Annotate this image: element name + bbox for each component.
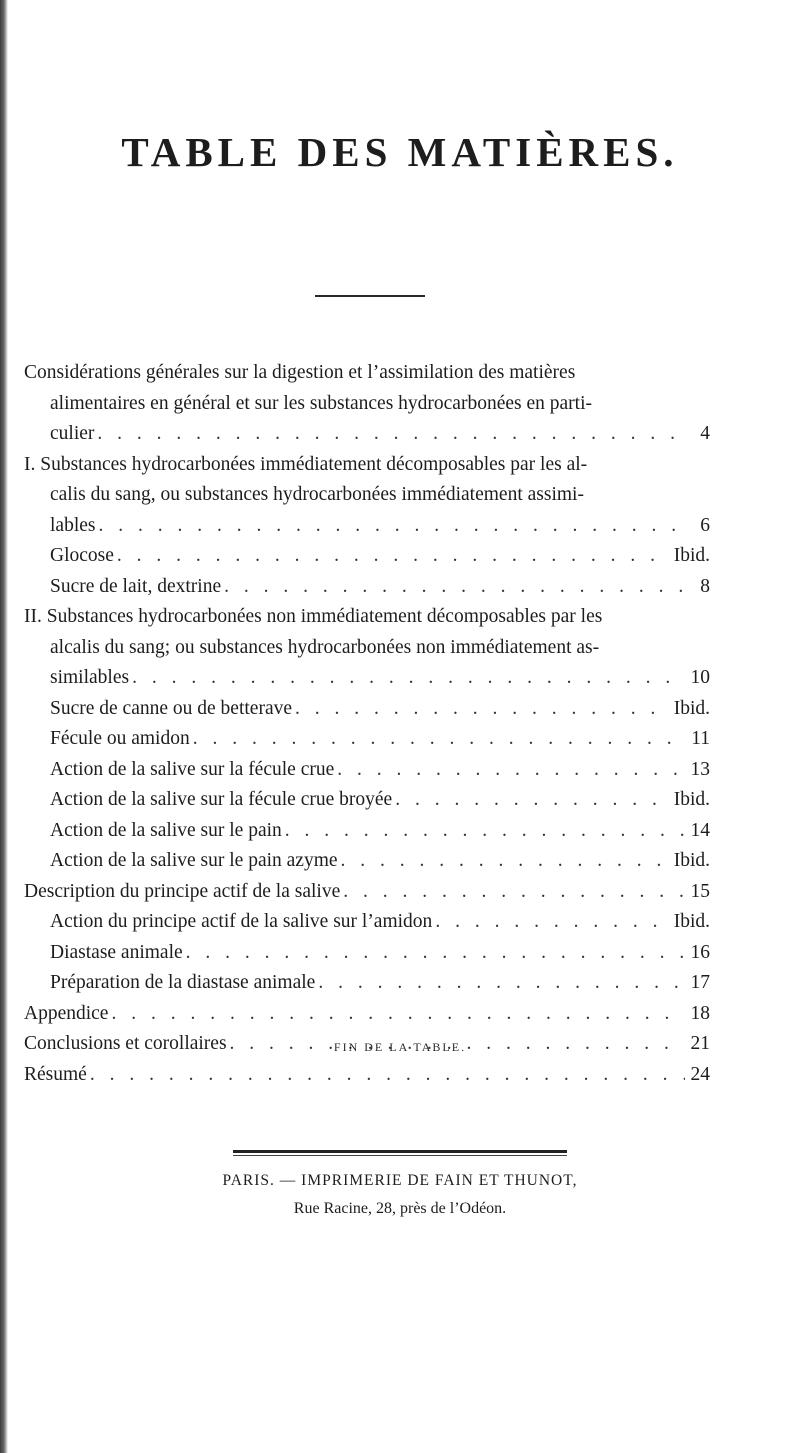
toc-page-number: Ibid.: [673, 697, 710, 719]
dot-leader: [98, 511, 685, 541]
toc-page-number: 15: [690, 880, 710, 902]
toc-page-number: 13: [690, 758, 710, 780]
toc-entry: [50, 816, 710, 846]
toc-page-number: 24: [690, 1063, 710, 1085]
toc-page-number: Ibid.: [673, 545, 710, 566]
toc-entry-title: Sucre de canne ou de betterave: [50, 697, 292, 719]
toc-entry: [50, 846, 710, 876]
dot-leader: [395, 785, 671, 815]
toc-entry: [50, 511, 710, 541]
dot-leader: [285, 816, 685, 846]
toc-page-number: 4: [700, 423, 710, 444]
dot-leader: [193, 724, 685, 754]
toc-entry: [24, 999, 710, 1029]
toc-entry-title: Diastase animale: [50, 941, 183, 963]
toc-page-number: Ibid.: [673, 850, 710, 871]
toc-entry-line: alcalis du sang; ou substances hydrocarbonées non immédiatement as-: [50, 636, 600, 658]
toc-entry-title: Glocose: [50, 545, 114, 566]
toc-entry-title: Appendice: [24, 1002, 109, 1024]
toc-page-number: 10: [690, 667, 710, 688]
page-title: TABLE DES MATIÈRES.: [121, 129, 679, 175]
toc-entry-title: Description du principe actif de la salive: [24, 880, 341, 902]
dot-leader: [90, 1060, 685, 1090]
toc-entry-title: similables: [50, 667, 130, 688]
imprint-divider: [233, 1150, 567, 1153]
dot-leader: [318, 968, 685, 998]
toc-page-number: Ibid.: [673, 789, 710, 810]
toc-entry: [50, 572, 710, 602]
toc-entry: [50, 663, 710, 693]
toc-entry-title: Fécule ou amidon: [50, 728, 190, 749]
toc-entry-line: calis du sang, ou substances hydrocarbonées immédiatement assimi-: [50, 484, 584, 505]
toc-entry-title: Conclusions et corollaires: [24, 1033, 227, 1054]
toc-entry-title: culier: [50, 423, 95, 444]
imprint-divider-thin: [233, 1155, 567, 1156]
toc-page-number: 21: [690, 1033, 710, 1054]
toc-page-number: 17: [690, 972, 710, 993]
toc-entry: [50, 694, 710, 724]
toc-entry: [50, 724, 710, 754]
toc-entry-title: Sucre de lait, dextrine: [50, 575, 222, 597]
dot-leader: [224, 572, 685, 602]
toc-entry: [24, 877, 710, 907]
dot-leader: [132, 663, 685, 693]
toc-entry-line: II. Substances hydrocarbonées non immédiatement décomposables par les: [24, 606, 603, 627]
toc-entry-title: lables: [50, 514, 96, 536]
printer-address: Rue Racine, 28, près de l’Odéon.: [293, 1200, 507, 1217]
dot-leader: [97, 419, 685, 449]
dot-leader: [111, 999, 685, 1029]
toc-entry: [50, 541, 710, 571]
dot-leader: [341, 846, 671, 876]
dot-leader: [295, 694, 671, 724]
toc-entry-title: Action du principe actif de la salive sur l’amidon: [50, 911, 433, 932]
toc-entry: [50, 968, 710, 998]
toc-entry: [50, 755, 710, 785]
toc-page-number: 8: [700, 575, 710, 597]
toc-page-number: 11: [691, 728, 710, 749]
printer-imprint: PARIS. — IMPRIMERIE DE FAIN ET THUNOT,: [222, 1172, 578, 1189]
toc-entry-title: Préparation de la diastase animale: [50, 972, 316, 993]
dot-leader: [186, 938, 685, 968]
toc-entry-line: I. Substances hydrocarbonées immédiatement décomposables par les al-: [24, 453, 588, 475]
dot-leader: [117, 541, 671, 571]
dot-leader: [337, 755, 685, 785]
toc-page-number: 16: [690, 941, 710, 963]
toc-entry-line: Considérations générales sur la digestion et l’assimilation des matières: [24, 362, 576, 383]
toc-page-number: 6: [700, 514, 710, 536]
dot-leader: [343, 877, 685, 907]
toc-entry: [50, 907, 710, 937]
toc-entry-line: alimentaires en général et sur les substances hydrocarbonées en parti-: [50, 392, 592, 414]
toc-entry: [24, 1060, 710, 1090]
toc-entry-title: Action de la salive sur la fécule crue broyée: [50, 789, 393, 810]
toc-entry-title: Action de la salive sur la fécule crue: [50, 758, 335, 780]
toc-entry: [50, 938, 710, 968]
toc-entry: [50, 785, 710, 815]
end-of-table-note: FIN DE LA TABLE.: [333, 1040, 467, 1054]
toc-page-number: 18: [690, 1002, 710, 1024]
toc-page-number: 14: [690, 819, 710, 841]
dot-leader: [435, 907, 670, 937]
toc-entry-title: Action de la salive sur le pain: [50, 819, 282, 841]
toc-entry-title: Action de la salive sur le pain azyme: [50, 850, 338, 871]
toc-page-number: Ibid.: [673, 911, 710, 932]
toc-entry: [50, 419, 710, 449]
toc-entry-title: Résumé: [24, 1063, 87, 1085]
